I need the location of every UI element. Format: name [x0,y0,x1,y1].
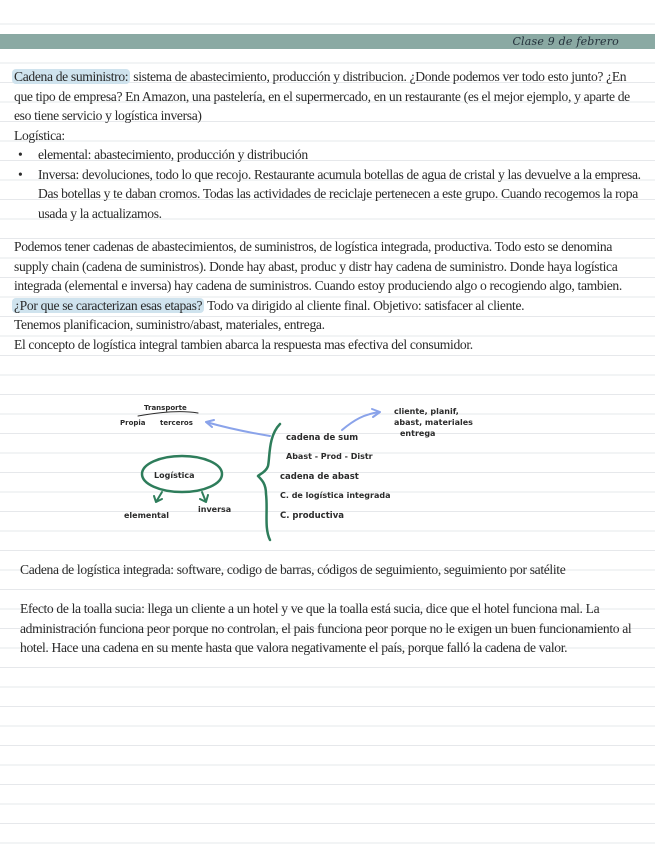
note-date: Clase 9 de febrero [512,35,619,48]
section-supply-chain-types [14,237,644,354]
towel-effect-paragraph: Efecto de la toalla sucia: llega un cliente a un hotel y ve que la toalla está sucia, dice que el hotel funciona mal. La administración funciona peor porque no controlan, el pais funciona peor porque no le exigen un buen funcionamiento al hotel. Hace una cadena en su mente hasta que valora negativamente el país, porque falló la cadena de valor. [20,601,632,655]
highlight-cadena-suministro: Cadena de suministro: [14,69,129,84]
integral-logistics-line: El concepto de logística integral tambien abarca la respuesta mas efectiva del consumidor. [14,336,473,352]
label-inversa: inversa [198,505,232,514]
logistics-diagram [110,396,510,546]
intro-text: sistema de abastecimiento, producción y distribucion. ¿Donde podemos ver todo esto junto? ¿En que tipo de empresa? En Amazon, una pastelería, en el supermercado, en un restaurante (es el mejor ejemplo, y aparte de eso tiene servicio y logística inversa) [14,69,630,123]
stages-question [14,296,644,316]
logistics-label: Logística: [14,127,65,143]
cliente-line: cliente, planif, [394,407,459,416]
section-supply-chain [14,67,644,223]
integrated-logistics-paragraph: Cadena de logística integrada: software, codigo de barras, códigos de seguimiento, seguimiento por satélite [20,562,566,577]
chain-item: Abast - Prod - Distr [286,452,373,461]
planning-line: Tenemos planificacion, suministro/abast, materiales, entrega. [14,317,325,332]
cliente-line: abast, materiales [394,418,473,427]
logistics-list [14,145,644,223]
supply-chain-paragraph: Podemos tener cadenas de abastecimientos, de suministros, de logística integrada, productiva. Todo esto se denomina supply chain (cadena de suministros). Donde hay abast, produc y distr hay cadena de suministro. Donde haya logística integrada (elemental e inversa) hay cadena de suministros. Cuando estoy produciendo algo o recogiendo algo, tambien. [14,239,622,293]
label-elemental: elemental [124,511,170,520]
label-logistica: Logística [154,471,195,480]
highlight-question: ¿Por que se caracterizan esas etapas? [14,297,203,313]
chain-brace [258,424,280,540]
arrow-to-elemental [154,492,162,502]
label-transporte: Transporte [144,404,187,412]
question-answer: Todo va dirigido al cliente final. Objetivo: satisfacer al cliente. [204,297,525,313]
chain-item: cadena de abast [280,472,359,482]
label-propia: Propia [120,419,146,427]
arrow-to-cliente [342,409,380,430]
chain-item: cadena de sum [286,433,359,443]
arrow-to-transporte [206,420,270,436]
list-item: • Inversa: devoluciones, todo lo que recojo. Restaurante acumula botellas de agua de cristal y las devuelve a la empresa. Das botellas y te daban cromos. Todas las actividades de reciclaje pertenecen a este grupo. Cuando recogemos la ropa usada y la actualizamos. [14,165,644,224]
arrow-to-inversa [200,492,208,502]
label-cliente [394,407,476,438]
list-item: • elemental: abastecimiento, producción y distribución [14,145,644,165]
transporte-underline [138,412,198,416]
label-terceros: terceros [160,419,193,427]
section-logistics-integrated [20,560,640,658]
cliente-line: entrega [400,429,436,438]
supply-chain-intro [14,67,644,126]
chain-item: C. productiva [280,511,344,521]
chain-item: C. de logística integrada [280,491,391,500]
